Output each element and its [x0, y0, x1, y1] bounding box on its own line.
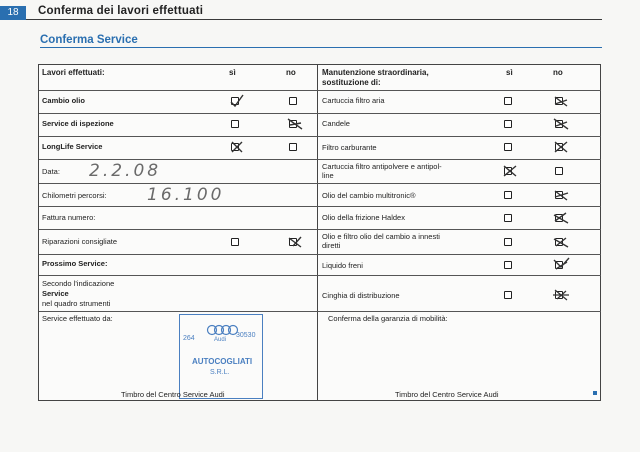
- audi-rings-icon: [206, 324, 240, 336]
- row-divider: [39, 229, 317, 230]
- checkbox-olio-multitronic-no[interactable]: [555, 191, 563, 199]
- right-col-si: sì: [506, 68, 513, 77]
- row-label-cinghia: Cinghia di distribuzione: [322, 291, 400, 300]
- section-title: Conferma Service: [40, 34, 138, 46]
- row-label-filtro-antipolvere-line1: Cartuccia filtro antipolvere e antipol-: [322, 162, 442, 171]
- row-divider: [317, 275, 601, 276]
- checkbox-riparazioni-si[interactable]: [231, 238, 239, 246]
- data-label: Data:: [42, 167, 60, 176]
- stamp-brand: Audi: [214, 337, 227, 343]
- checkbox-cambio-olio-no[interactable]: [289, 97, 297, 105]
- row-divider: [39, 254, 317, 255]
- right-heading-line2: sostituzione di:: [322, 78, 381, 87]
- row-divider: [317, 90, 601, 91]
- checkbox-candele-si[interactable]: [504, 120, 512, 128]
- checkbox-olio-multitronic-si[interactable]: [504, 191, 512, 199]
- row-divider: [317, 183, 601, 184]
- checkbox-riparazioni-no[interactable]: [289, 238, 297, 246]
- stamp-dealer-name: AUTOCOGLIATI: [192, 357, 253, 366]
- row-divider: [39, 136, 317, 137]
- service-form: [38, 64, 601, 401]
- row-label-cambio-olio: Cambio olio: [42, 96, 85, 105]
- row-divider: [317, 136, 601, 137]
- row-divider: [317, 229, 601, 230]
- stamp-sub: S.R.L.: [210, 369, 230, 376]
- header-rule: [26, 19, 602, 20]
- checkbox-cinghia-si[interactable]: [504, 291, 512, 299]
- section-rule: [40, 47, 602, 48]
- prossimo-service-label: Prossimo Service:: [42, 259, 108, 268]
- column-divider: [317, 65, 318, 400]
- checkbox-olio-innesti-si[interactable]: [504, 238, 512, 246]
- handwritten-km: 16.100: [147, 185, 225, 205]
- checkbox-liquido-freni-si[interactable]: [504, 261, 512, 269]
- riparazioni-label: Riparazioni consigliate: [42, 237, 118, 246]
- row-divider: [317, 311, 601, 312]
- left-col-si: sì: [229, 68, 236, 77]
- effettuato-da-label: Service effettuato da:: [42, 314, 113, 323]
- row-label-candele: Candele: [322, 119, 350, 128]
- row-divider: [39, 311, 317, 312]
- row-divider: [317, 254, 601, 255]
- checkbox-candele-no[interactable]: [555, 120, 563, 128]
- checkbox-olio-innesti-no[interactable]: [555, 238, 563, 246]
- row-divider: [39, 275, 317, 276]
- row-label-olio-innesti-line2: diretti: [322, 241, 341, 250]
- row-divider: [39, 90, 317, 91]
- checkbox-filtro-antipolvere-si[interactable]: [504, 167, 512, 175]
- row-divider: [317, 206, 601, 207]
- handwritten-date: 2.2.08: [89, 161, 162, 181]
- row-divider: [39, 183, 317, 184]
- secondo-indicazione-line2: Service: [42, 289, 69, 298]
- checkbox-olio-haldex-no[interactable]: [555, 214, 563, 222]
- km-label: Chilometri percorsi:: [42, 191, 107, 200]
- row-divider: [39, 159, 317, 160]
- checkbox-olio-haldex-si[interactable]: [504, 214, 512, 222]
- checkbox-filtro-carburante-si[interactable]: [504, 143, 512, 151]
- row-label-olio-innesti-line1: Olio e filtro olio del cambio a innesti: [322, 232, 440, 241]
- row-label-liquido-freni: Liquido freni: [322, 261, 363, 270]
- row-label-filtro-aria: Cartuccia filtro aria: [322, 96, 385, 105]
- secondo-indicazione-line1: Secondo l'indicazione: [42, 279, 115, 288]
- end-marker: [593, 391, 597, 395]
- right-col-no: no: [553, 68, 563, 77]
- checkbox-liquido-freni-no[interactable]: [555, 261, 563, 269]
- row-label-filtro-antipolvere-line2: line: [322, 171, 334, 180]
- row-label-service-ispezione: Service di ispezione: [42, 119, 114, 128]
- page-header-title: Conferma dei lavori effettuati: [38, 5, 204, 17]
- row-divider: [317, 159, 601, 160]
- timbro-label-left: Timbro del Centro Service Audi: [121, 390, 225, 399]
- checkbox-filtro-antipolvere-no[interactable]: [555, 167, 563, 175]
- row-label-olio-multitronic: Olio del cambio multitronic®: [322, 191, 416, 200]
- row-label-longlife: LongLife Service: [42, 142, 103, 151]
- checkbox-cinghia-no[interactable]: [555, 291, 563, 299]
- row-divider: [39, 206, 317, 207]
- dealer-stamp: [179, 314, 263, 399]
- row-divider: [39, 113, 317, 114]
- secondo-indicazione-line3: nel quadro strumenti: [42, 299, 111, 308]
- checkbox-service-ispezione-si[interactable]: [231, 120, 239, 128]
- checkbox-cambio-olio-si[interactable]: [231, 97, 239, 105]
- checkbox-longlife-no[interactable]: [289, 143, 297, 151]
- mobilita-label: Conferma della garanzia di mobilità:: [328, 314, 448, 323]
- row-label-olio-haldex: Olio della frizione Haldex: [322, 213, 405, 222]
- left-heading: Lavori effettuati:: [42, 68, 105, 77]
- page-number: 18: [0, 6, 26, 20]
- fattura-label: Fattura numero:: [42, 213, 96, 222]
- row-divider: [317, 113, 601, 114]
- checkbox-filtro-aria-no[interactable]: [555, 97, 563, 105]
- stamp-number-left: 264: [183, 335, 195, 342]
- checkbox-longlife-si[interactable]: [231, 143, 239, 151]
- left-col-no: no: [286, 68, 296, 77]
- checkbox-filtro-aria-si[interactable]: [504, 97, 512, 105]
- checkbox-filtro-carburante-no[interactable]: [555, 143, 563, 151]
- right-heading-line1: Manutenzione straordinaria,: [322, 68, 429, 77]
- row-label-filtro-carburante: Filtro carburante: [322, 143, 377, 152]
- timbro-label-right: Timbro del Centro Service Audi: [395, 390, 499, 399]
- checkbox-service-ispezione-no[interactable]: [289, 120, 297, 128]
- stamp-number-right: 30530: [236, 332, 256, 339]
